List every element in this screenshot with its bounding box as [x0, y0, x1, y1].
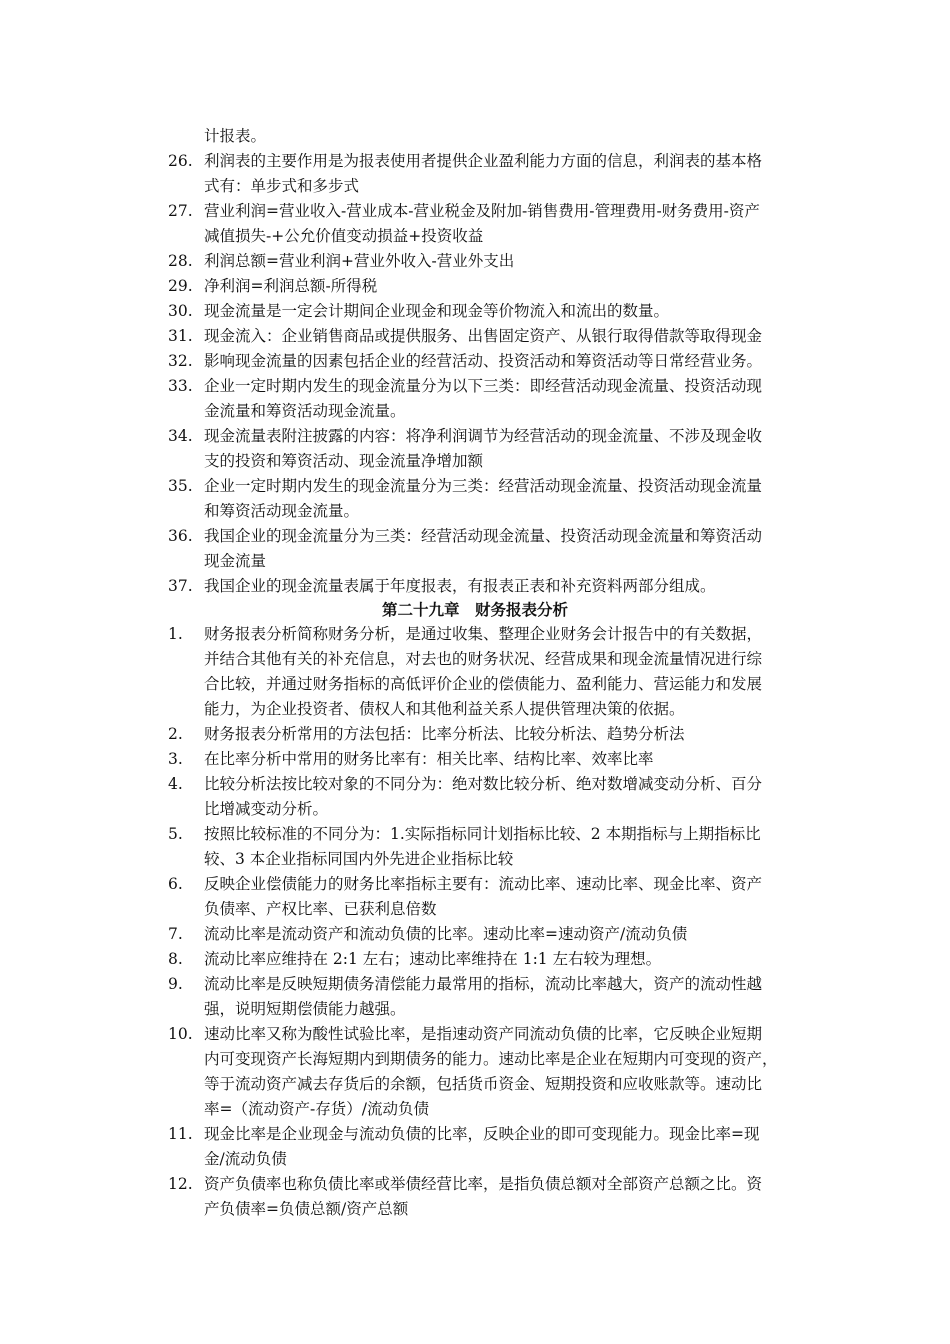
item-text	[204, 922, 818, 947]
list-item	[168, 872, 818, 922]
item-text	[204, 772, 818, 822]
item-text	[204, 524, 818, 574]
item-text-line: 式有：单步式和多步式	[204, 177, 360, 195]
item-number: 11.	[168, 1125, 193, 1143]
item-number: 5.	[168, 825, 183, 843]
item-number: 8.	[168, 950, 183, 968]
continuation-line: 计报表。	[204, 127, 267, 145]
list-item	[168, 274, 818, 299]
list-item	[168, 822, 818, 872]
item-text	[204, 374, 818, 424]
item-number: 10.	[168, 1025, 193, 1043]
item-text-line: 率=（流动资产-存货）/流动负债	[204, 1100, 429, 1118]
item-text	[204, 972, 818, 1022]
item-number: 35.	[168, 477, 193, 495]
item-text-line: 减值损失-+公允价值变动损益+投资收益	[204, 227, 484, 245]
item-text-line: 利润总额=营业利润+营业外收入-营业外支出	[204, 252, 515, 270]
list-item	[168, 574, 818, 599]
list-item	[168, 249, 818, 274]
item-number: 37.	[168, 577, 193, 595]
list-item	[168, 622, 818, 722]
section2-list	[168, 622, 818, 1222]
item-text-line: 比增减变动分析。	[204, 800, 329, 818]
item-text-line: 现金流量	[204, 552, 267, 570]
item-text-line: 合比较，并通过财务指标的高低评价企业的偿债能力、盈利能力、营运能力和发展	[204, 675, 763, 693]
item-text-line: 金流量和筹资活动现金流量。	[204, 402, 406, 420]
chapter-heading: 第二十九章 财务报表分析	[381, 600, 568, 619]
item-text-line: 利润表的主要作用是为报表使用者提供企业盈利能力方面的信息，利润表的基本格	[204, 152, 763, 170]
item-text	[204, 1122, 818, 1172]
item-number: 36.	[168, 527, 193, 545]
item-text-line: 能力，为企业投资者、债权人和其他利益关系人提供管理决策的依据。	[204, 700, 685, 718]
item-text-line: 较、3 本企业指标同国内外先进企业指标比较	[204, 850, 514, 868]
list-item	[168, 947, 818, 972]
item-text-line: 我国企业的现金流量表属于年度报表，有报表正表和补充资料两部分组成。	[204, 577, 716, 595]
section1-list	[168, 149, 818, 599]
list-item	[168, 1172, 818, 1222]
item-text-line: 负债率、产权比率、已获利息倍数	[204, 900, 437, 918]
list-item	[168, 424, 818, 474]
list-item	[168, 1022, 818, 1122]
item-text-line: 我国企业的现金流量分为三类：经营活动现金流量、投资活动现金流量和筹资活动	[204, 527, 763, 545]
item-text-line: 流动比率是流动资产和流动负债的比率。速动比率=速动资产/流动负债	[204, 925, 688, 943]
item-text	[204, 574, 818, 599]
item-number: 9.	[168, 975, 183, 993]
item-text-line: 内可变现资产长海短期内到期债务的能力。速动比率是企业在短期内可变现的资产，	[204, 1050, 778, 1068]
item-text	[204, 747, 818, 772]
list-item	[168, 722, 818, 747]
item-text-line: 财务报表分析简称财务分析，是通过收集、整理企业财务会计报告中的有关数据，	[204, 625, 763, 643]
item-text	[204, 274, 818, 299]
item-number: 26.	[168, 152, 193, 170]
list-item	[168, 299, 818, 324]
list-item	[168, 149, 818, 199]
item-text-line: 净利润=利润总额-所得税	[204, 277, 378, 295]
item-number: 28.	[168, 252, 193, 270]
item-number: 29.	[168, 277, 193, 295]
item-text-line: 金/流动负债	[204, 1150, 287, 1168]
item-text	[204, 872, 818, 922]
item-number: 7.	[168, 925, 183, 943]
item-text-line: 按照比较标准的不同分为：1.实际指标同计划指标比较、2 本期指标与上期指标比	[204, 825, 761, 843]
item-number: 27.	[168, 202, 193, 220]
item-text-line: 流动比率应维持在 2:1 左右；速动比率维持在 1:1 左右较为理想。	[204, 950, 662, 968]
list-item	[168, 324, 818, 349]
item-number: 6.	[168, 875, 183, 893]
item-text	[204, 947, 818, 972]
item-text-line: 现金比率是企业现金与流动负债的比率，反映企业的即可变现能力。现金比率=现	[204, 1125, 760, 1143]
item-text	[204, 149, 818, 199]
item-text-line: 速动比率又称为酸性试验比率，是指速动资产同流动负债的比率，它反映企业短期	[204, 1025, 763, 1043]
item-number: 12.	[168, 1175, 193, 1193]
item-text	[204, 424, 818, 474]
item-text	[204, 199, 818, 249]
list-item	[168, 747, 818, 772]
list-item	[168, 1122, 818, 1172]
item-number: 32.	[168, 352, 193, 370]
list-item	[168, 199, 818, 249]
list-item	[168, 474, 818, 524]
item-text-line: 强，说明短期偿债能力越强。	[204, 1000, 406, 1018]
item-number: 1.	[168, 625, 183, 643]
item-number: 3.	[168, 750, 183, 768]
list-item	[168, 374, 818, 424]
item-text	[204, 1022, 818, 1122]
list-item	[168, 972, 818, 1022]
item-number: 2.	[168, 725, 183, 743]
item-text-line: 在比率分析中常用的财务比率有：相关比率、结构比率、效率比率	[204, 750, 654, 768]
item-text	[204, 722, 818, 747]
item-number: 34.	[168, 427, 193, 445]
item-text-line: 反映企业偿债能力的财务比率指标主要有：流动比率、速动比率、现金比率、资产	[204, 875, 763, 893]
item-text-line: 现金流量是一定会计期间企业现金和现金等价物流入和流出的数量。	[204, 302, 670, 320]
item-text-line: 营业利润=营业收入-营业成本-营业税金及附加-销售费用-管理费用-财务费用-资产	[204, 202, 760, 220]
item-number: 33.	[168, 377, 193, 395]
item-text-line: 流动比率是反映短期债务清偿能力最常用的指标，流动比率越大，资产的流动性越	[204, 975, 763, 993]
item-text	[204, 822, 818, 872]
item-number: 31.	[168, 327, 193, 345]
item-text	[204, 474, 818, 524]
item-text-line: 影响现金流量的因素包括企业的经营活动、投资活动和筹资活动等日常经营业务。	[204, 352, 763, 370]
item-text	[204, 299, 818, 324]
list-item	[168, 772, 818, 822]
item-text	[204, 622, 818, 722]
item-text-line: 现金流量表附注披露的内容：将净利润调节为经营活动的现金流量、不涉及现金收	[204, 427, 763, 445]
list-item	[168, 922, 818, 947]
item-text-line: 比较分析法按比较对象的不同分为：绝对数比较分析、绝对数增减变动分析、百分	[204, 775, 763, 793]
list-item	[168, 349, 818, 374]
item-text-line: 支的投资和筹资活动、现金流量净增加额	[204, 452, 484, 470]
item-text-line: 企业一定时期内发生的现金流量分为以下三类：即经营活动现金流量、投资活动现	[204, 377, 763, 395]
item-text-line: 和筹资活动现金流量。	[204, 502, 360, 520]
item-text	[204, 324, 818, 349]
item-text-line: 并结合其他有关的补充信息，对去也的财务状况、经营成果和现金流量情况进行综	[204, 650, 763, 668]
item-text-line: 产负债率=负债总额/资产总额	[204, 1200, 409, 1218]
item-text	[204, 1172, 818, 1222]
item-text	[204, 349, 818, 374]
item-text-line: 企业一定时期内发生的现金流量分为三类：经营活动现金流量、投资活动现金流量	[204, 477, 763, 495]
list-item	[168, 524, 818, 574]
item-text	[204, 249, 818, 274]
item-text-line: 现金流入：企业销售商品或提供服务、出售固定资产、从银行取得借款等取得现金	[204, 327, 763, 345]
item-text-line: 财务报表分析常用的方法包括：比率分析法、比较分析法、趋势分析法	[204, 725, 685, 743]
item-text-line: 资产负债率也称负债比率或举债经营比率，是指负债总额对全部资产总额之比。资	[204, 1175, 763, 1193]
item-number: 30.	[168, 302, 193, 320]
item-number: 4.	[168, 775, 183, 793]
item-text-line: 等于流动资产减去存货后的余额，包括货币资金、短期投资和应收账款等。速动比	[204, 1075, 763, 1093]
